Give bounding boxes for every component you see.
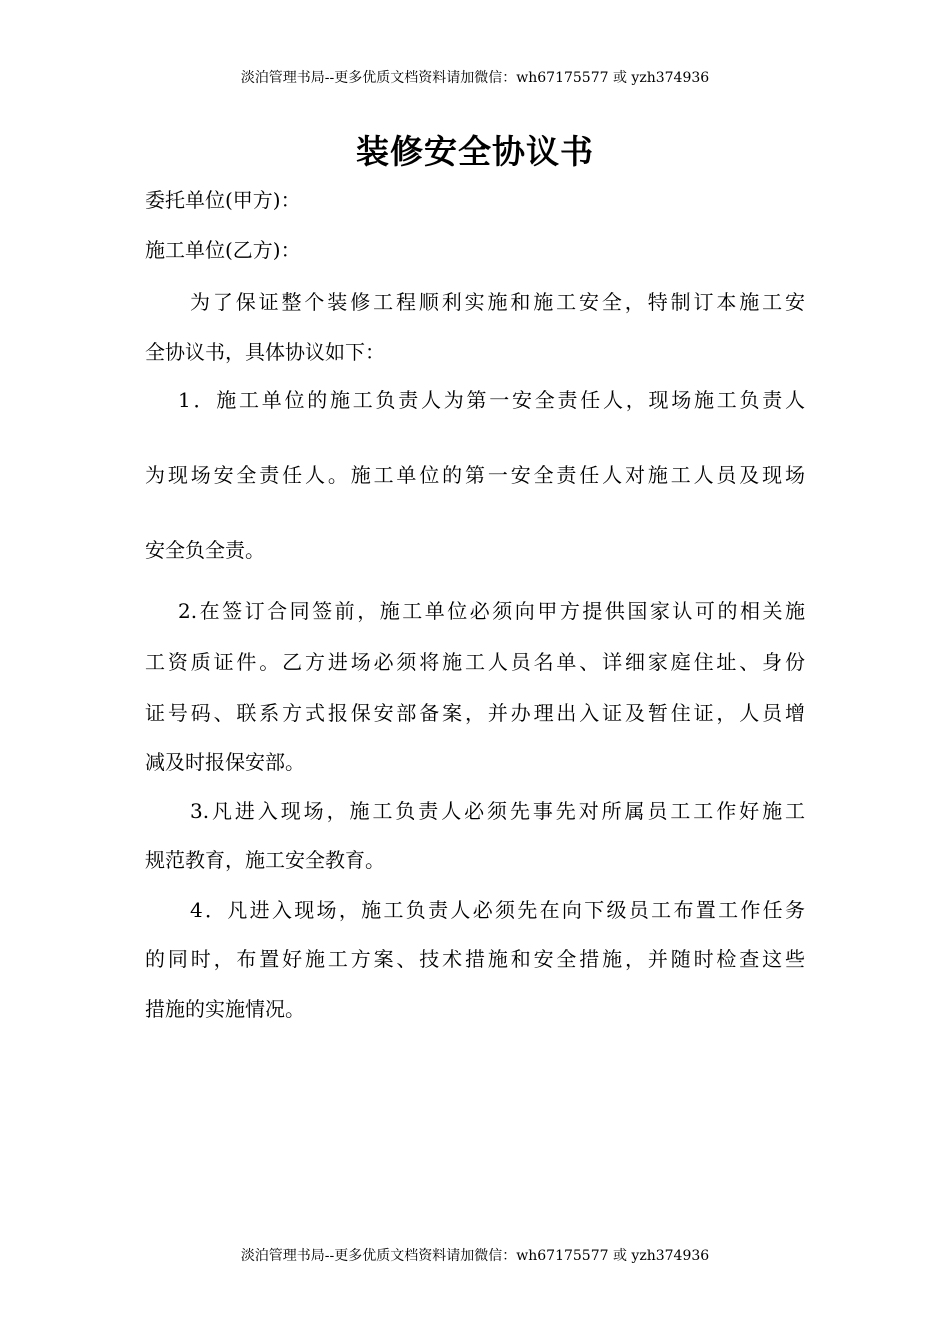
party-a-line: 委托单位(甲方)： <box>145 188 301 212</box>
party-b-line: 施工单位(乙方)： <box>145 238 301 262</box>
clause-2-line-4: 减及时报保安部。 <box>145 750 305 774</box>
intro-line-2: 全协议书，具体协议如下： <box>145 340 385 364</box>
page-header: 淡泊管理书局--更多优质文档资料请加微信：wh67175577 或 yzh374936 <box>240 70 710 86</box>
clause-1-line-3: 安全负全责。 <box>145 538 265 562</box>
clause-4-line-3: 措施的实施情况。 <box>145 997 305 1021</box>
page-footer: 淡泊管理书局--更多优质文档资料请加微信：wh67175577 或 yzh374936 <box>240 1248 710 1264</box>
clause-2-line-3: 证号码、联系方式报保安部备案，并办理出入证及暂住证，人员增 <box>145 701 805 725</box>
clause-1-line-2: 为现场安全责任人。施工单位的第一安全责任人对施工人员及现场 <box>145 463 805 487</box>
clause-4-line-1: 4．凡进入现场，施工负责人必须先在向下级员工布置工作任务 <box>190 898 805 922</box>
clause-2-line-1: 2.在签订合同签前，施工单位必须向甲方提供国家认可的相关施 <box>178 599 805 623</box>
clause-3-line-2: 规范教育，施工安全教育。 <box>145 848 385 872</box>
clause-2-line-2: 工资质证件。乙方进场必须将施工人员名单、详细家庭住址、身份 <box>145 650 805 674</box>
clause-1-line-1: 1．施工单位的施工负责人为第一安全责任人，现场施工负责人 <box>178 388 805 412</box>
document-title: 装修安全协议书 <box>356 132 594 171</box>
clause-3-line-1: 3.凡进入现场，施工负责人必须先事先对所属员工工作好施工 <box>190 799 805 823</box>
intro-line-1: 为了保证整个装修工程顺利实施和施工安全，特制订本施工安 <box>190 290 805 314</box>
clause-4-line-2: 的同时，布置好施工方案、技术措施和安全措施，并随时检查这些 <box>145 947 805 971</box>
